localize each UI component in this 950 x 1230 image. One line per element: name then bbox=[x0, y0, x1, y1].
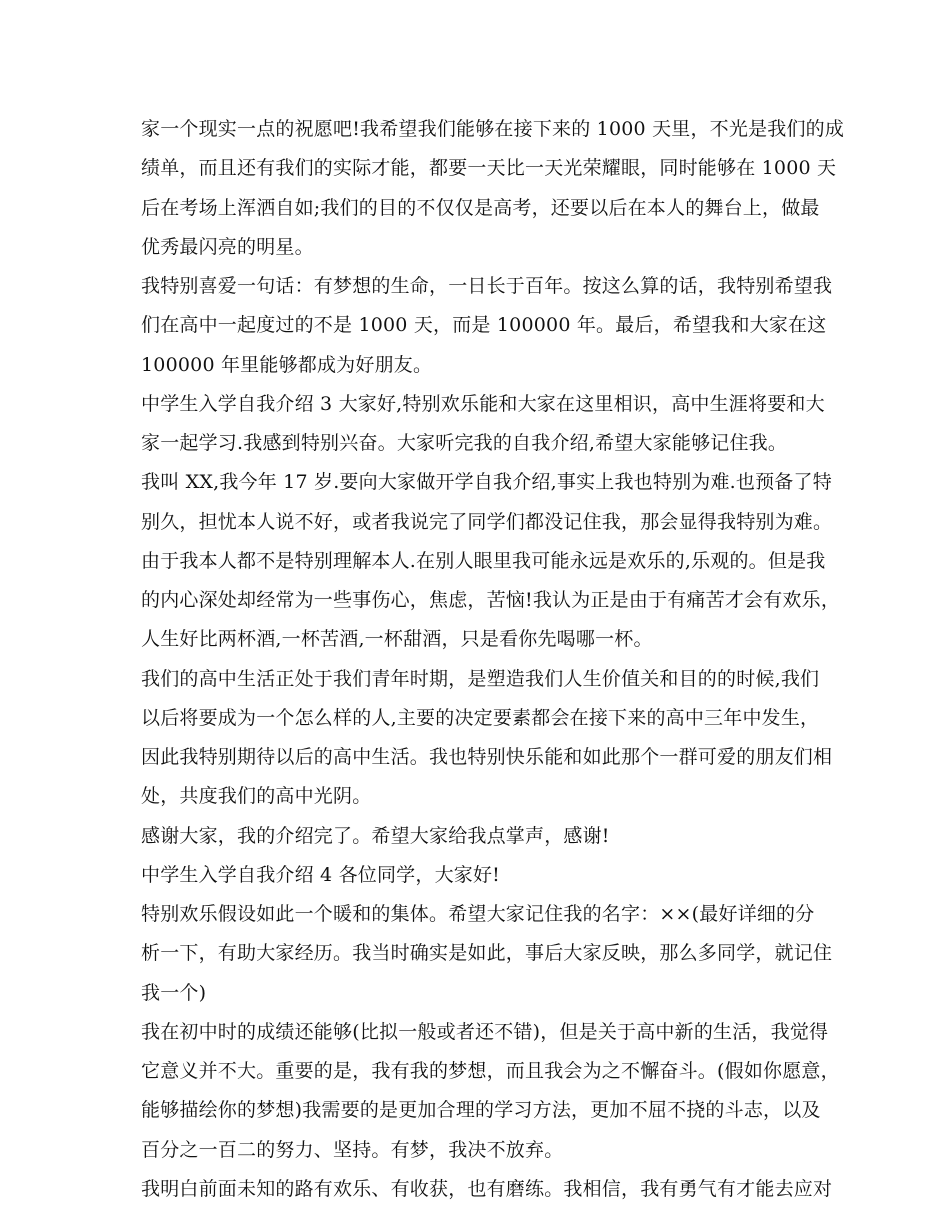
text-line: 优秀最闪亮的明星。 bbox=[141, 235, 314, 258]
text-line: 家一个现实一点的祝愿吧!我希望我们能够在接下来的 1000 天里，不光是我们的成 bbox=[141, 118, 845, 140]
document-body bbox=[141, 110, 845, 1209]
text-line: 能够描绘你的梦想)我需要的是更加合理的学习方法，更加不屈不挠的斗志，以及 bbox=[141, 1099, 821, 1122]
text-line: 特别欢乐假设如此一个暖和的集体。希望大家记住我的名字：××(最好详细的分 bbox=[141, 903, 815, 925]
text-line: 100000 年里能够都成为好朋友。 bbox=[141, 353, 433, 376]
text-line: 它意义并不大。重要的是，我有我的梦想，而且我会为之不懈奋斗。(假如你愿意， bbox=[141, 1060, 840, 1082]
text-line: 中学生入学自我介绍 4 各位同学，大家好! bbox=[141, 863, 501, 886]
text-line: 我明白前面未知的路有欢乐、有收获，也有磨练。我相信，我有勇气有才能去应对 bbox=[141, 1177, 833, 1200]
text-line: 的内心深处却经常为一些事伤心，焦虑，苦恼!我认为正是由于有痛苦才会有欢乐， bbox=[141, 589, 841, 611]
text-line: 我们的高中生活正处于我们青年时期，是塑造我们人生价值关和目的的时候,我们 bbox=[141, 667, 820, 690]
text-line: 感谢大家，我的介绍完了。希望大家给我点掌声，感谢! bbox=[141, 824, 610, 847]
text-line: 以后将要成为一个怎么样的人,主要的决定要素都会在接下来的高中三年中发生， bbox=[141, 706, 820, 729]
text-line: 绩单，而且还有我们的实际才能，都要一天比一天光荣耀眼，同时能够在 1000 天 bbox=[141, 157, 837, 180]
text-line: 析一下，有助大家经历。我当时确实是如此，事后大家反映，那么多同学，就记住 bbox=[141, 942, 833, 965]
text-line: 处，共度我们的高中光阴。 bbox=[141, 785, 372, 808]
text-line: 我在初中时的成绩还能够(比拟一般或者还不错)，但是关于高中新的生活，我觉得 bbox=[141, 1020, 829, 1043]
text-line: 我叫 XX,我今年 17 岁.要向大家做开学自我介绍,事实上我也特别为难.也预备了特 bbox=[141, 471, 832, 494]
text-line: 我特别喜爱一句话：有梦想的生命，一日长于百年。按这么算的话，我特别希望我 bbox=[141, 275, 833, 297]
text-line: 后在考场上浑洒自如;我们的目的不仅仅是高考，还要以后在本人的舞台上，做最 bbox=[141, 196, 820, 219]
text-line: 别久，担忧本人说不好，或者我说完了同学们都没记住我，那会显得我特别为难。 bbox=[141, 510, 833, 533]
text-line: 由于我本人都不是特别理解本人.在别人眼里我可能永远是欢乐的,乐观的。但是我 bbox=[141, 549, 826, 572]
text-line: 我一个) bbox=[141, 981, 207, 1004]
text-line: 中学生入学自我介绍 3 大家好,特别欢乐能和大家在这里相识，高中生涯将要和大 bbox=[141, 392, 825, 415]
text-line: 人生好比两杯酒,一杯苦酒,一杯甜酒，只是看你先喝哪一杯。 bbox=[141, 628, 653, 651]
text-line: 因此我特别期待以后的高中生活。我也特别快乐能和如此那个一群可爱的朋友们相 bbox=[141, 746, 833, 768]
text-line: 们在高中一起度过的不是 1000 天，而是 100000 年。最后，希望我和大家在这 bbox=[141, 314, 827, 337]
text-line: 家一起学习.我感到特别兴奋。大家听完我的自我介绍,希望大家能够记住我。 bbox=[141, 432, 788, 454]
text-line: 百分之一百二的努力、坚持。有梦，我决不放弃。 bbox=[141, 1138, 564, 1161]
